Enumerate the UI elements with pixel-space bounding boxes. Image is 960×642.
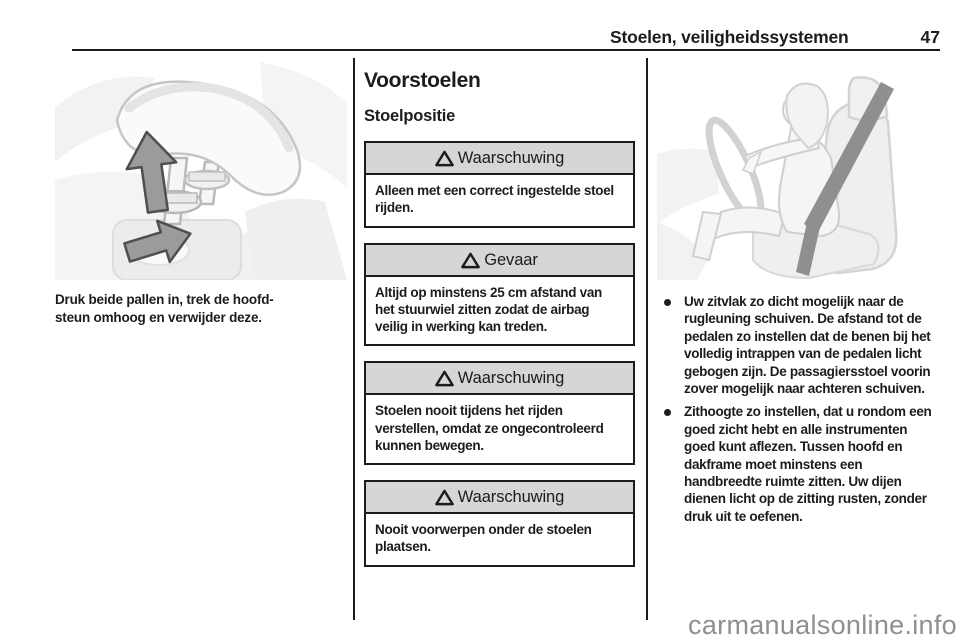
subsection-title: Stoelpositie [364, 107, 456, 125]
warning-triangle-icon [435, 489, 454, 506]
danger-box-body: Altijd op minstens 25 cm afstand van het stuurwiel zitten zodat de airbag veilig in werking kan treden. [375, 284, 603, 335]
bullet-text-2: Zithoogte zo instellen, dat u rondom een goed zicht hebt en alle instrumenten goed kunt aflezen. Tussen hoofd en dakframe moet minstens een handbreedte ruimte zitten. Uw dijen dienen licht op de zitting rusten, zonder druk uit te oefenen. [684, 404, 932, 524]
warning-box-4-body: Nooit voorwerpen onder de stoelen plaatsen. [375, 522, 592, 555]
figure-caption [55, 291, 347, 326]
seating-position-illustration [657, 62, 941, 280]
headrest-removal-illustration [55, 62, 347, 280]
warning-box-1-header [366, 143, 633, 175]
column-separator-right [646, 58, 648, 620]
page-number: 47 [920, 27, 940, 47]
bullet-icon [664, 409, 671, 416]
warning-box-3-body: Stoelen nooit tijdens het rijden verstellen, omdat ze ongecontroleerd kunnen bewegen. [375, 403, 604, 453]
header-rule [72, 49, 940, 51]
bullet-icon [664, 299, 671, 306]
page-header [55, 27, 940, 48]
watermark-link[interactable]: carmanualsonline.info [688, 610, 957, 640]
right-column [657, 62, 941, 531]
warning-box-4-title: Waarschuwing [457, 488, 565, 507]
section-title: Voorstoelen [364, 69, 481, 92]
bullet-text-1: Uw zitvlak zo dicht mogelijk naar de rugleuning schuiven. De afstand tot de pedalen zo instellen dat de benen bij het volledig intrappen van de pedalen licht gebogen zijn. De passagiersstoel voorin zover mogelijk naar achteren schuiven. [684, 294, 931, 397]
caption-line-2: steun omhoog en verwijder deze. [55, 309, 262, 325]
warning-box-3-header [366, 363, 633, 395]
middle-column [364, 62, 635, 567]
danger-box [364, 243, 635, 347]
warning-box-4 [364, 480, 635, 567]
warning-box-1 [364, 141, 635, 228]
warning-box-3 [364, 361, 635, 465]
list-item [657, 403, 941, 525]
warning-box-1-title: Waarschuwing [457, 149, 565, 167]
caption-line-1: Druk beide pallen in, trek de hoofd- [55, 292, 274, 307]
left-column [55, 62, 347, 326]
warning-box-3-title: Waarschuwing [457, 369, 565, 388]
warning-triangle-icon [435, 370, 454, 387]
warning-triangle-icon [435, 150, 454, 167]
warning-box-4-header [366, 482, 633, 514]
column-separator-left [353, 58, 355, 620]
warning-box-1-body: Alleen met een correct ingestelde stoel rijden. [375, 183, 614, 216]
danger-box-title: Gevaar [484, 250, 538, 269]
instruction-list [657, 293, 941, 525]
page-title: Stoelen, veiligheidssystemen [610, 27, 849, 47]
warning-triangle-icon [461, 252, 480, 269]
list-item [657, 293, 941, 397]
danger-box-header [366, 245, 633, 277]
